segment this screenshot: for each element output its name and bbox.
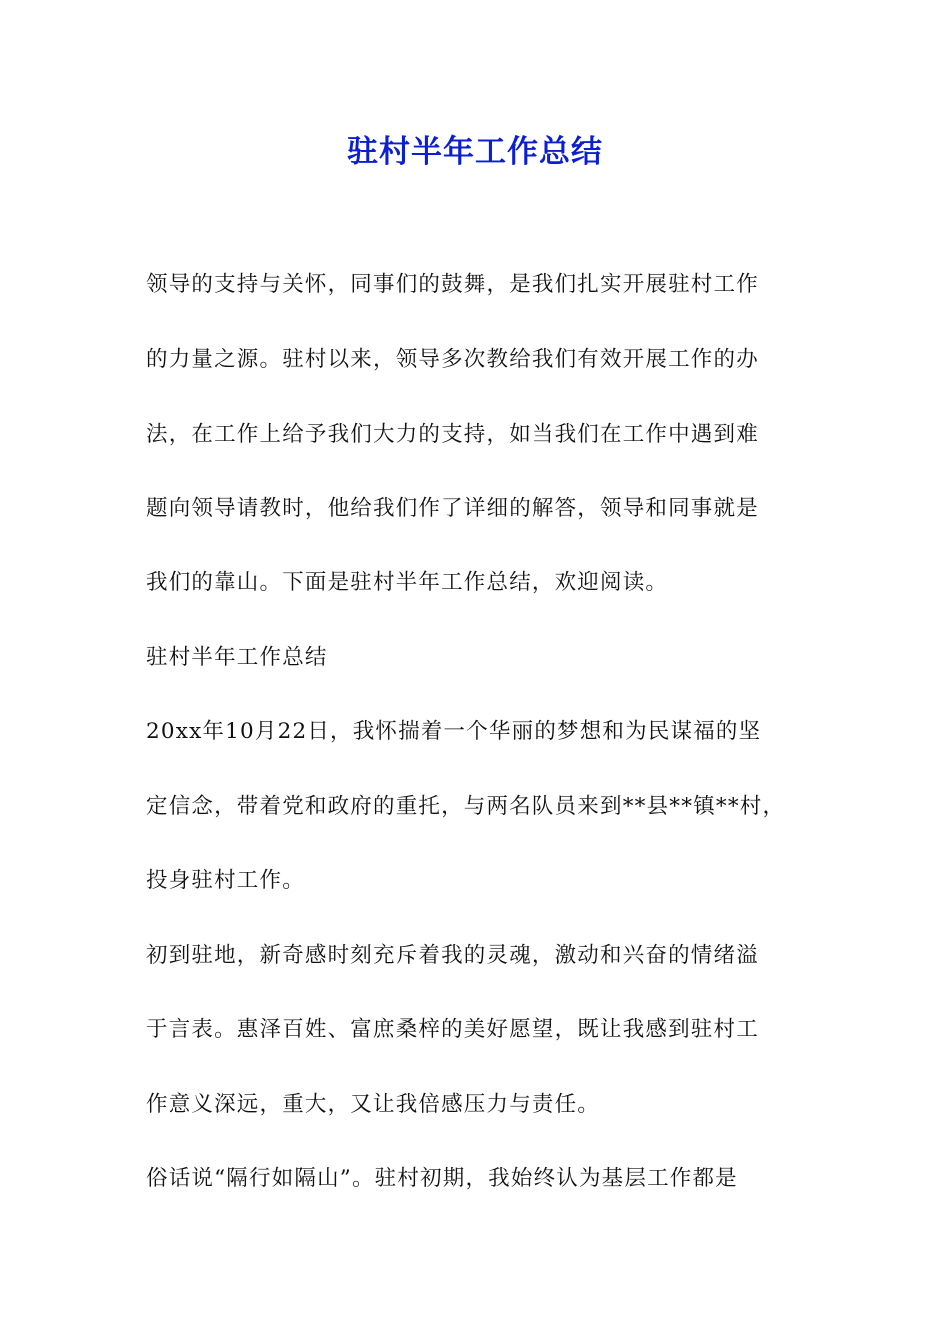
paragraph-line: 俗话说“隔行如隔山”。驻村初期，我始终认为基层工作都是 xyxy=(146,1166,738,1191)
paragraph-line: 作意义深远，重大，又让我倍感压力与责任。 xyxy=(146,1092,601,1117)
section-heading: 驻村半年工作总结 xyxy=(146,645,328,670)
paragraph-line: 20xx年10月22日，我怀揣着一个华丽的梦想和为民谋福的坚 xyxy=(146,719,762,744)
paragraph-line: 领导的支持与关怀，同事们的鼓舞，是我们扎实开展驻村工作 xyxy=(146,272,759,297)
paragraph-line: 定信念，带着党和政府的重托，与两名队员来到**县**镇**村， xyxy=(146,794,786,819)
paragraph-line: 投身驻村工作。 xyxy=(146,868,305,893)
paragraph-line: 法，在工作上给予我们大力的支持，如当我们在工作中遇到难 xyxy=(146,422,759,447)
paragraph-line: 的力量之源。驻村以来，领导多次教给我们有效开展工作的办 xyxy=(146,347,759,372)
paragraph-line: 我们的靠山。下面是驻村半年工作总结，欢迎阅读。 xyxy=(146,570,669,595)
document-title: 驻村半年工作总结 xyxy=(347,134,603,170)
paragraph-line: 题向领导请教时，他给我们作了详细的解答，领导和同事就是 xyxy=(146,496,759,521)
paragraph-line: 于言表。惠泽百姓、富庶桑梓的美好愿望，既让我感到驻村工 xyxy=(146,1017,759,1042)
paragraph-line: 初到驻地，新奇感时刻充斥着我的灵魂，激动和兴奋的情绪溢 xyxy=(146,943,759,968)
